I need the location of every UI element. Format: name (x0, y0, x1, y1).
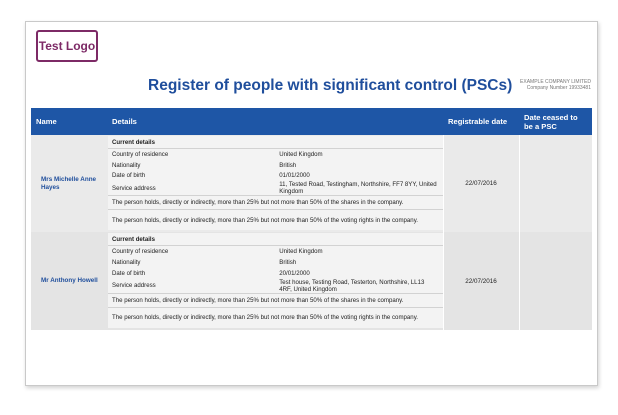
dob-label: Date of birth (108, 171, 275, 182)
psc-details (107, 232, 443, 329)
dob-label: Date of birth (108, 268, 275, 279)
page-title: Register of people with significant control (PSCs) (148, 77, 513, 94)
address-label: Service address (108, 181, 275, 196)
table-header-row (31, 108, 592, 135)
psc-name: Mrs Michelle Anne Hayes (31, 135, 107, 232)
voting-statement: The person holds, directly or indirectly, more than 25% but not more than 50% of the voting rights in the company. (108, 307, 443, 328)
voting-statement: The person holds, directly or indirectly, more than 25% but not more than 50% of the voting rights in the company. (108, 210, 443, 231)
registrable-date: 22/07/2016 (443, 135, 519, 232)
details-table (108, 136, 443, 230)
column-header-details: Details (107, 108, 443, 135)
date-ceased (519, 135, 592, 232)
address-label: Service address (108, 279, 275, 294)
registrable-date: 22/07/2016 (443, 232, 519, 329)
dob-value: 20/01/2000 (275, 268, 442, 279)
company-name: EXAMPLE COMPANY LIMITED (520, 79, 591, 85)
nationality-label: Nationality (108, 160, 275, 171)
shares-statement: The person holds, directly or indirectly, more than 25% but not more than 50% of the shares in the company. (108, 196, 443, 210)
country-value: United Kingdom (275, 246, 442, 257)
address-value: 11, Tested Road, Testingham, Northshire, FF7 8YY, United Kingdom (275, 181, 442, 196)
company-info (520, 79, 591, 91)
current-details-label: Current details (108, 136, 443, 149)
column-header-date-ceased: Date ceased to be a PSC (519, 108, 592, 135)
company-logo: Test Logo (36, 30, 98, 62)
column-header-registrable-date: Registrable date (443, 108, 519, 135)
column-header-name: Name (31, 108, 107, 135)
country-value: United Kingdom (275, 149, 442, 160)
nationality-label: Nationality (108, 257, 275, 268)
dob-value: 01/01/2000 (275, 171, 442, 182)
details-table (108, 233, 443, 327)
table-row (31, 232, 592, 329)
date-ceased (519, 232, 592, 329)
psc-details (107, 135, 443, 232)
psc-name: Mr Anthony Howell (31, 232, 107, 329)
register-page (25, 21, 598, 386)
table-row (31, 135, 592, 232)
country-label: Country of residence (108, 149, 275, 160)
country-label: Country of residence (108, 246, 275, 257)
shares-statement: The person holds, directly or indirectly, more than 25% but not more than 50% of the shares in the company. (108, 293, 443, 307)
current-details-label: Current details (108, 233, 443, 246)
nationality-value: British (275, 160, 442, 171)
nationality-value: British (275, 257, 442, 268)
psc-register-table (31, 108, 592, 330)
address-value: Test house, Testing Road, Testerton, Northshire, LL13 4RF, United Kingdom (275, 279, 442, 294)
company-number: Company Number 19933481 (526, 85, 591, 91)
